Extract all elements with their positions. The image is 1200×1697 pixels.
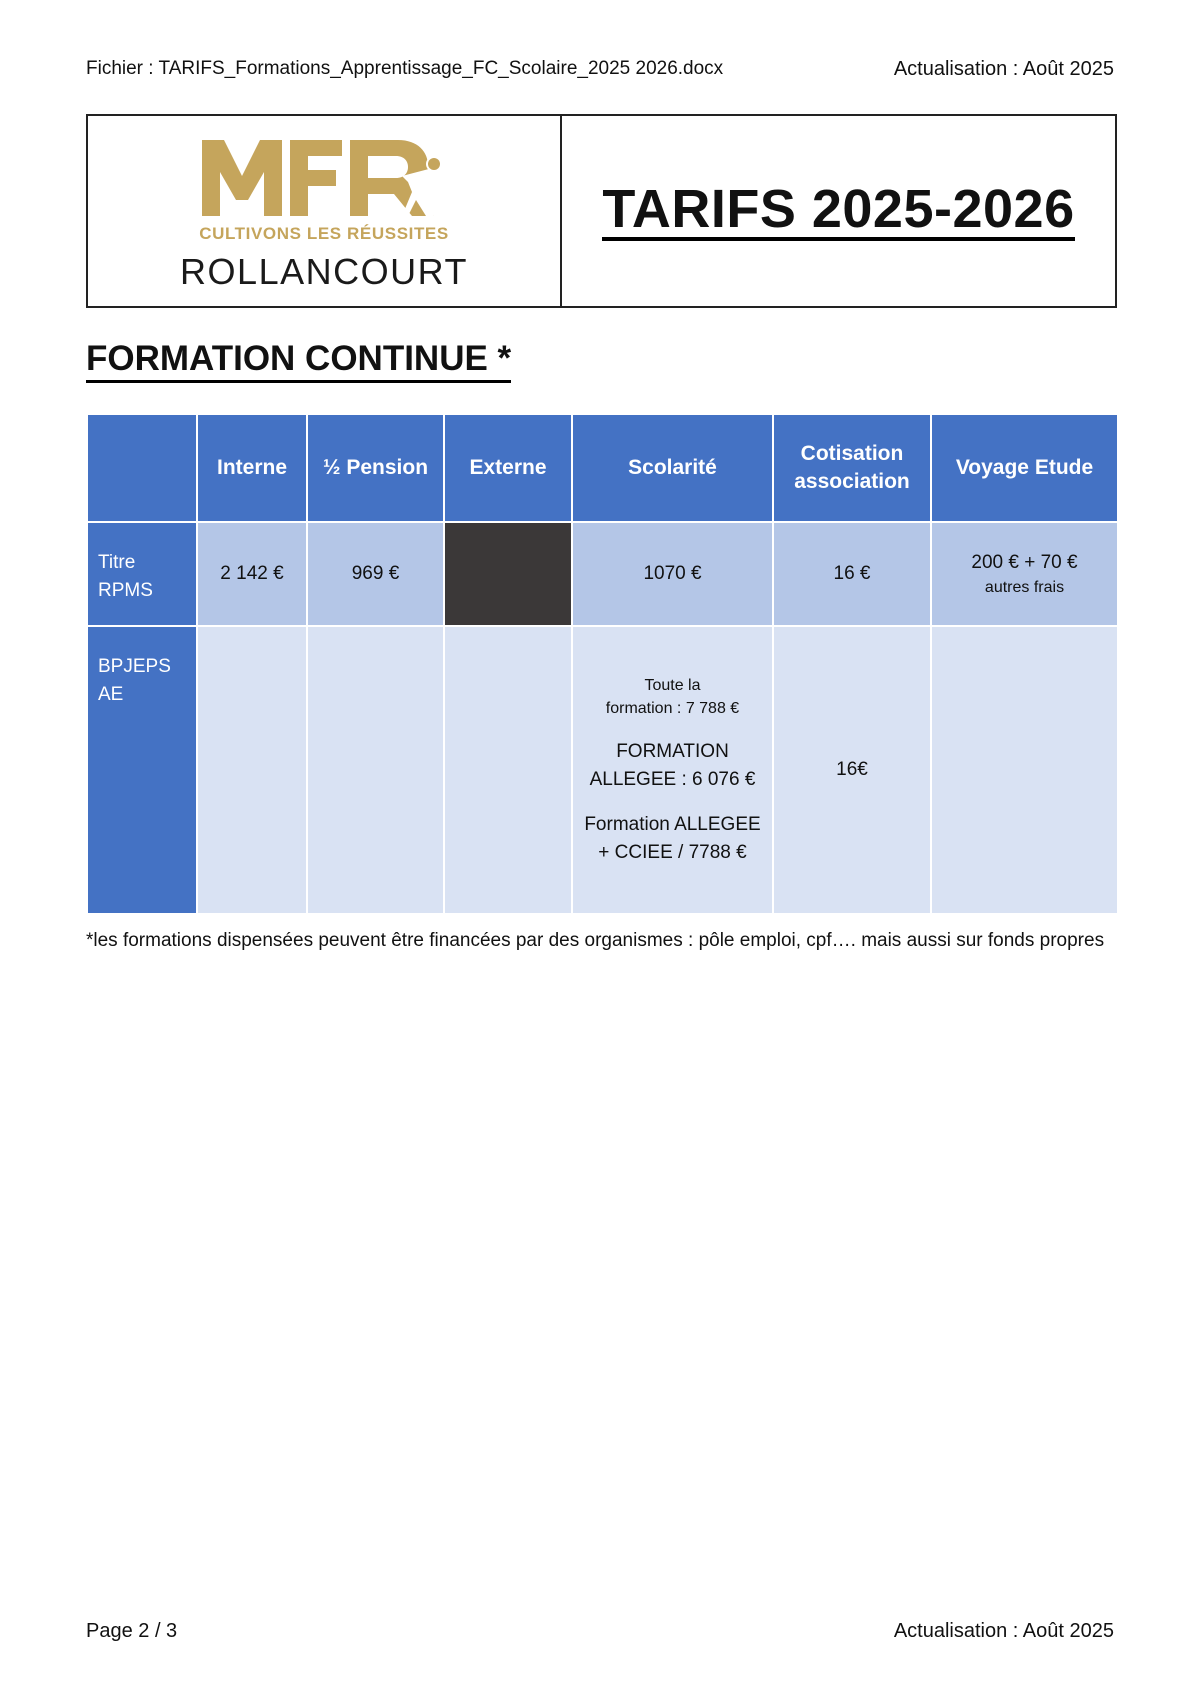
header-empty	[87, 414, 197, 522]
cell-externe	[444, 626, 572, 914]
header-demi-pension: ½ Pension	[307, 414, 444, 522]
table-header-row	[87, 414, 1118, 522]
footnote: *les formations dispensées peuvent être financées par des organismes : pôle emploi, cpf…. mais aussi sur fonds propres	[86, 930, 1105, 951]
mfr-logo-icon	[202, 138, 448, 216]
voyage-amount: 200 € + 70 €	[971, 551, 1078, 573]
page-header	[86, 58, 1114, 81]
scolarite-full-line2: formation : 7 788 €	[605, 699, 740, 717]
cell-interne: 2 142 €	[197, 522, 307, 626]
logo-slogan: CULTIVONS LES RÉUSSITES	[199, 224, 449, 243]
scolarite-cciee-line2: + CCIEE / 7788 €	[598, 841, 747, 863]
row-label-rpms: Titre RPMS	[87, 522, 197, 626]
cell-cotisation: 16€	[773, 626, 931, 914]
cell-voyage	[931, 522, 1118, 626]
cell-demi-pension	[307, 626, 444, 914]
title-box	[86, 114, 1117, 308]
page-number: Page 2 / 3	[86, 1620, 178, 1642]
cell-externe-shaded	[444, 522, 572, 626]
voyage-note: autres frais	[984, 579, 1065, 597]
scolarite-cciee-line1: Formation ALLEGEE	[584, 814, 761, 836]
page-footer	[86, 1620, 1114, 1643]
cell-scolarite	[572, 626, 773, 914]
logo-area	[88, 116, 562, 306]
page-title: TARIFS 2025-2026	[602, 181, 1074, 242]
update-date: Actualisation : Août 2025	[893, 58, 1114, 80]
header-externe: Externe	[444, 414, 572, 522]
header-cotisation: Cotisation association	[773, 414, 931, 522]
scolarite-light-line1: FORMATION	[616, 741, 729, 763]
header-voyage: Voyage Etude	[931, 414, 1118, 522]
scolarite-light-line2: ALLEGEE : 6 076 €	[589, 768, 756, 790]
cell-interne	[197, 626, 307, 914]
cell-demi-pension: 969 €	[307, 522, 444, 626]
scolarite-full-line1: Toute la	[644, 676, 701, 694]
header-scolarite: Scolarité	[572, 414, 773, 522]
header-interne: Interne	[197, 414, 307, 522]
section-title: FORMATION CONTINUE *	[86, 340, 511, 383]
table-row	[87, 522, 1118, 626]
tarifs-table	[86, 413, 1119, 915]
cell-voyage	[931, 626, 1118, 914]
title-area	[562, 116, 1115, 306]
cell-cotisation: 16 €	[773, 522, 931, 626]
logo-city: ROLLANCOURT	[180, 251, 468, 292]
table-row	[87, 626, 1118, 914]
row-label-bpjeps: BPJEPS AE	[87, 626, 197, 914]
footer-update-date: Actualisation : Août 2025	[893, 1620, 1114, 1642]
file-name: Fichier : TARIFS_Formations_Apprentissage_FC_Scolaire_2025 2026.docx	[86, 58, 724, 79]
cell-scolarite: 1070 €	[572, 522, 773, 626]
